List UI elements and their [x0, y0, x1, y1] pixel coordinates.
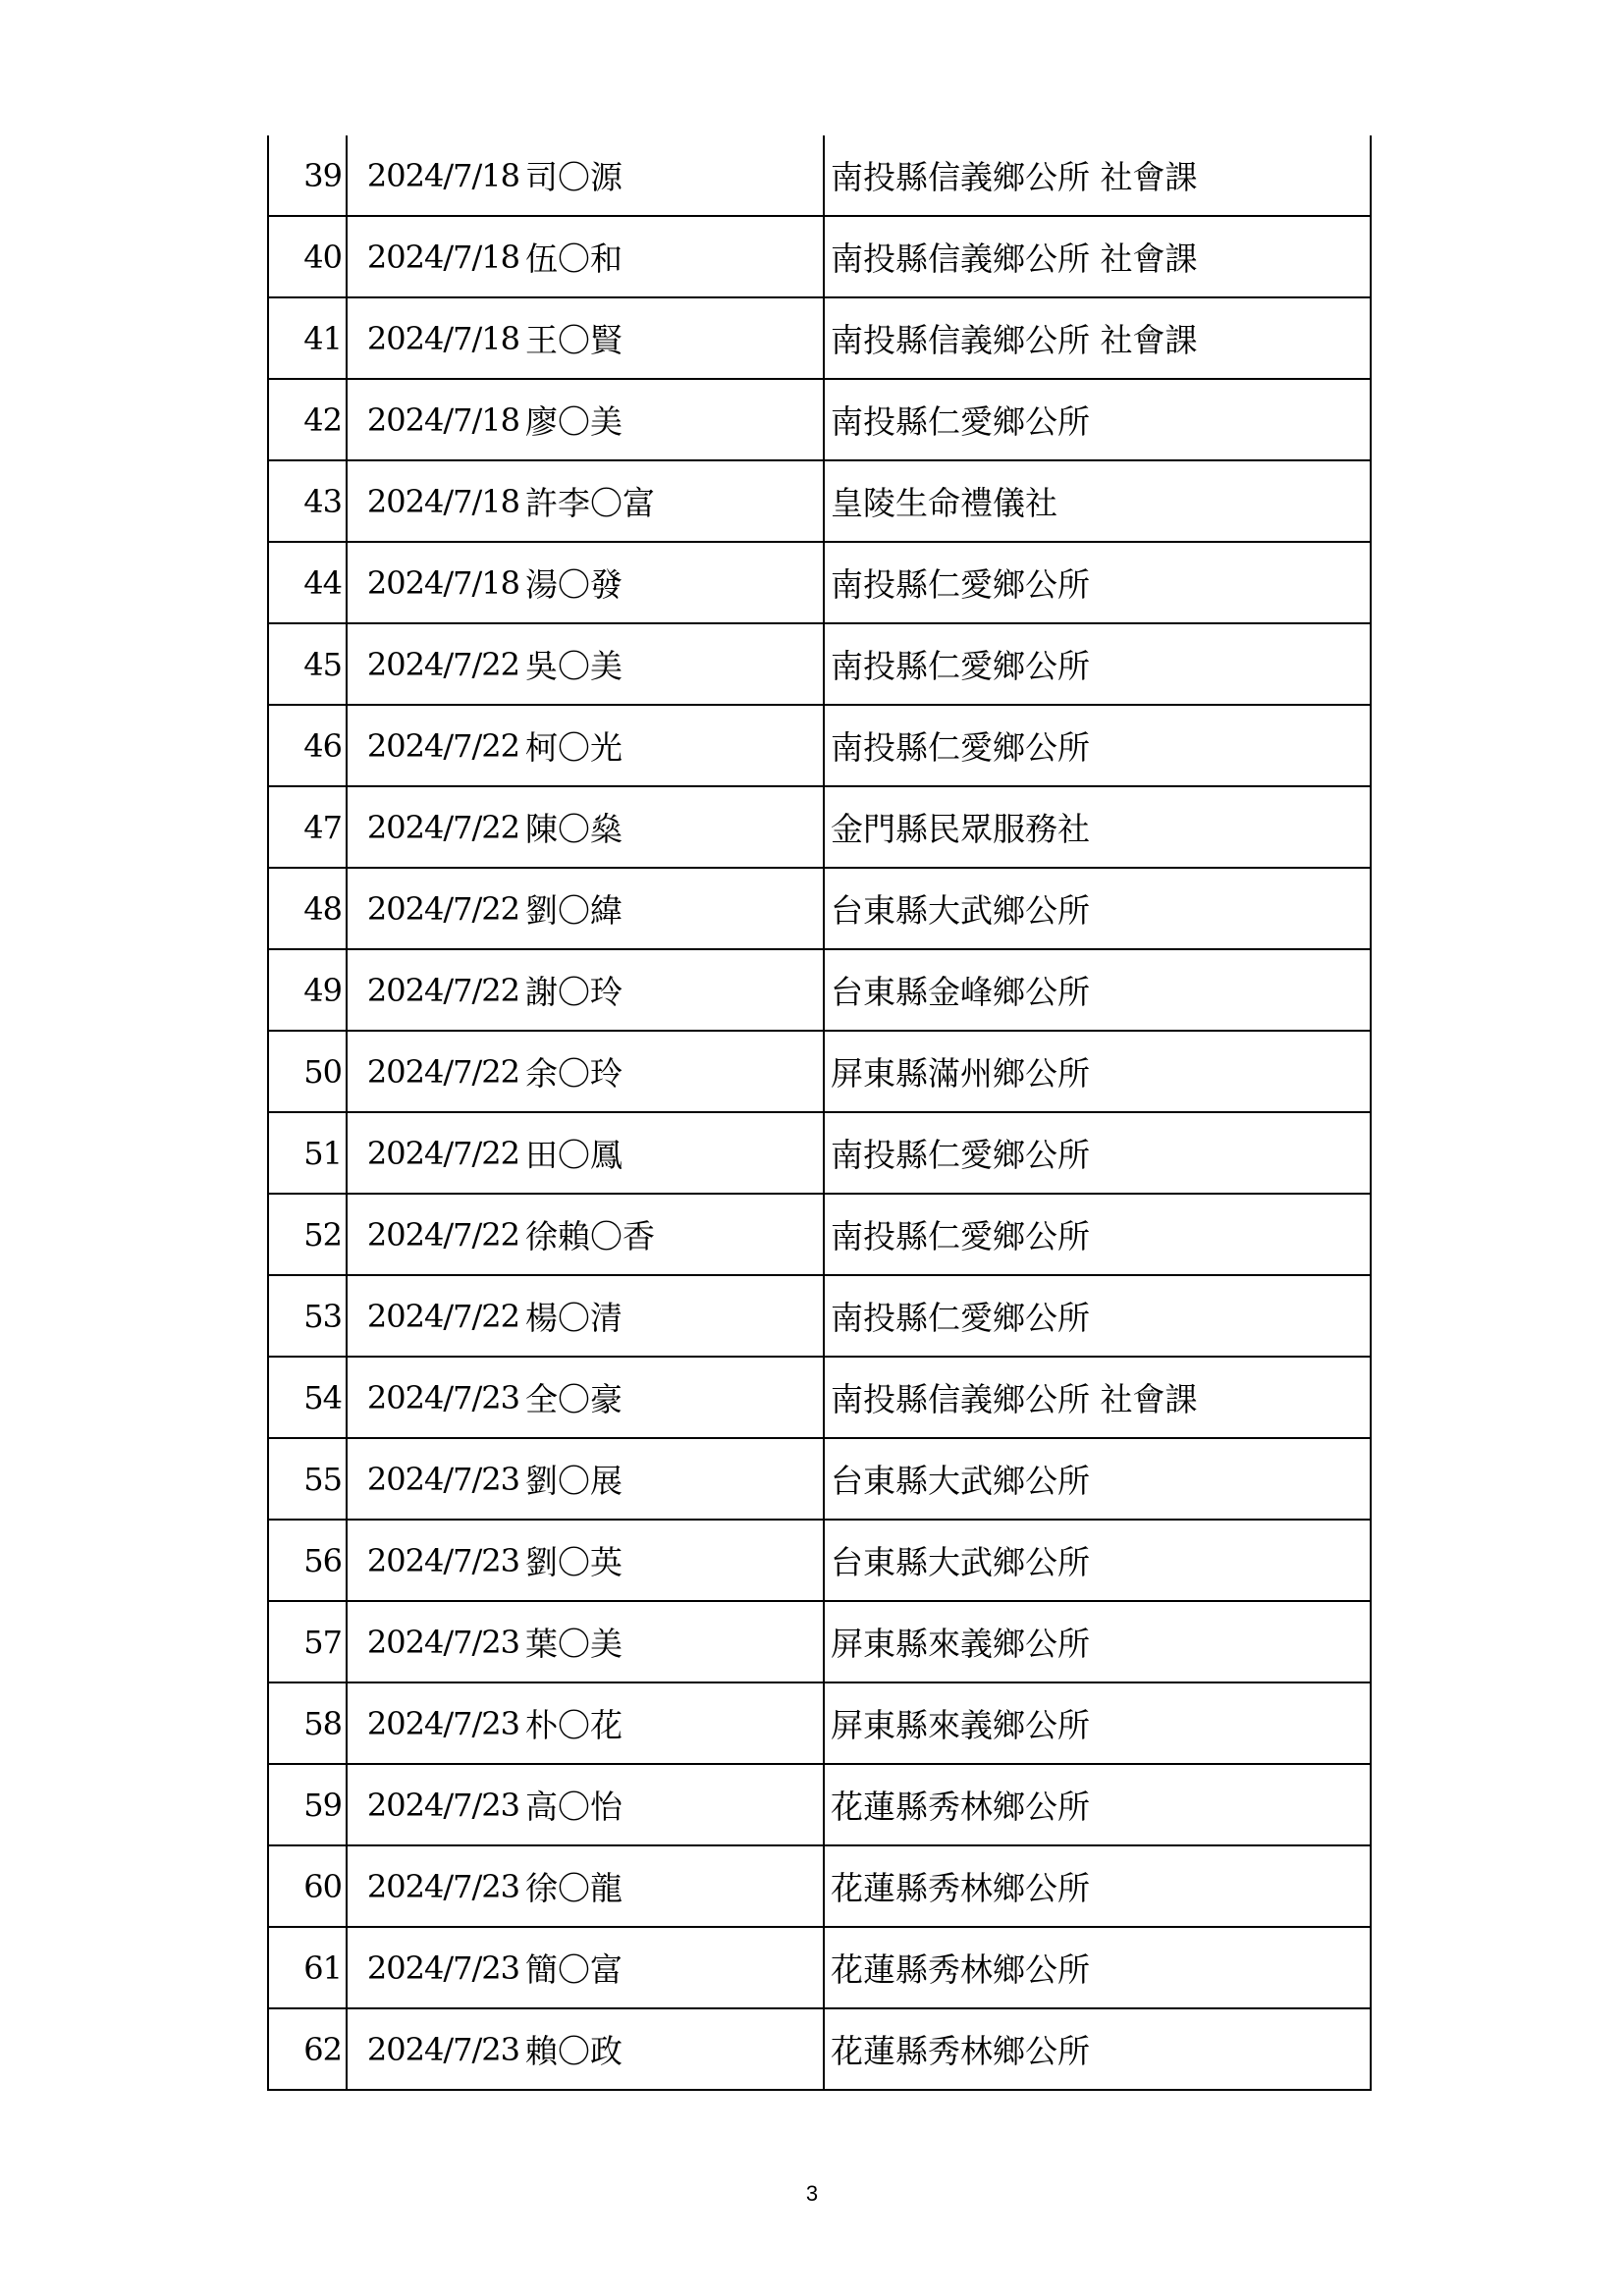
- table-row: [268, 1845, 1371, 1927]
- name-cell: 廖〇美: [521, 379, 824, 460]
- table-row: [268, 1031, 1371, 1112]
- name-cell: 劉〇緯: [521, 868, 824, 949]
- name-cell: 陳〇燊: [521, 786, 824, 868]
- table-row: [268, 542, 1371, 623]
- table-row: [268, 705, 1371, 786]
- name-cell: 賴〇政: [521, 2008, 824, 2090]
- row-number-cell: 46: [268, 705, 347, 786]
- name-cell: 徐〇龍: [521, 1845, 824, 1927]
- table-row: [268, 2008, 1371, 2090]
- organization-cell: 南投縣信義鄉公所 社會課: [824, 135, 1371, 216]
- table-row: [268, 460, 1371, 542]
- record-table: [267, 135, 1372, 2091]
- organization-cell: 花蓮縣秀林鄉公所: [824, 2008, 1371, 2090]
- table-row: [268, 1194, 1371, 1275]
- organization-cell: 台東縣金峰鄉公所: [824, 949, 1371, 1031]
- name-cell: 劉〇展: [521, 1438, 824, 1520]
- name-cell: 王〇賢: [521, 297, 824, 379]
- table-row: [268, 1112, 1371, 1194]
- row-number-cell: 61: [268, 1927, 347, 2008]
- organization-cell: 屏東縣來義鄉公所: [824, 1601, 1371, 1682]
- row-number-cell: 55: [268, 1438, 347, 1520]
- organization-cell: 南投縣仁愛鄉公所: [824, 1275, 1371, 1357]
- date-cell: 2024/7/22: [347, 1112, 521, 1194]
- name-cell: 楊〇清: [521, 1275, 824, 1357]
- record-table-body: [268, 135, 1371, 2090]
- date-cell: 2024/7/22: [347, 1031, 521, 1112]
- row-number-cell: 57: [268, 1601, 347, 1682]
- name-cell: 湯〇發: [521, 542, 824, 623]
- date-cell: 2024/7/22: [347, 705, 521, 786]
- table-row: [268, 297, 1371, 379]
- organization-cell: 花蓮縣秀林鄉公所: [824, 1764, 1371, 1845]
- table-row: [268, 1927, 1371, 2008]
- name-cell: 伍〇和: [521, 216, 824, 297]
- row-number-cell: 45: [268, 623, 347, 705]
- table-row: [268, 379, 1371, 460]
- row-number-cell: 49: [268, 949, 347, 1031]
- date-cell: 2024/7/23: [347, 1764, 521, 1845]
- table-row: [268, 1520, 1371, 1601]
- row-number-cell: 44: [268, 542, 347, 623]
- table-row: [268, 868, 1371, 949]
- name-cell: 朴〇花: [521, 1682, 824, 1764]
- row-number-cell: 47: [268, 786, 347, 868]
- row-number-cell: 42: [268, 379, 347, 460]
- organization-cell: 屏東縣滿州鄉公所: [824, 1031, 1371, 1112]
- table-row: [268, 1438, 1371, 1520]
- row-number-cell: 58: [268, 1682, 347, 1764]
- date-cell: 2024/7/23: [347, 1520, 521, 1601]
- row-number-cell: 51: [268, 1112, 347, 1194]
- name-cell: 余〇玲: [521, 1031, 824, 1112]
- date-cell: 2024/7/22: [347, 1194, 521, 1275]
- date-cell: 2024/7/22: [347, 868, 521, 949]
- organization-cell: 屏東縣來義鄉公所: [824, 1682, 1371, 1764]
- row-number-cell: 50: [268, 1031, 347, 1112]
- date-cell: 2024/7/22: [347, 1275, 521, 1357]
- name-cell: 簡〇富: [521, 1927, 824, 2008]
- row-number-cell: 52: [268, 1194, 347, 1275]
- row-number-cell: 53: [268, 1275, 347, 1357]
- date-cell: 2024/7/23: [347, 1357, 521, 1438]
- table-row: [268, 1275, 1371, 1357]
- date-cell: 2024/7/18: [347, 135, 521, 216]
- organization-cell: 金門縣民眾服務社: [824, 786, 1371, 868]
- name-cell: 司〇源: [521, 135, 824, 216]
- date-cell: 2024/7/22: [347, 786, 521, 868]
- row-number-cell: 43: [268, 460, 347, 542]
- table-row: [268, 1601, 1371, 1682]
- table-row: [268, 1357, 1371, 1438]
- row-number-cell: 39: [268, 135, 347, 216]
- organization-cell: 南投縣仁愛鄉公所: [824, 623, 1371, 705]
- organization-cell: 台東縣大武鄉公所: [824, 868, 1371, 949]
- name-cell: 徐賴〇香: [521, 1194, 824, 1275]
- table-row: [268, 1764, 1371, 1845]
- name-cell: 劉〇英: [521, 1520, 824, 1601]
- name-cell: 吳〇美: [521, 623, 824, 705]
- organization-cell: 南投縣仁愛鄉公所: [824, 1112, 1371, 1194]
- organization-cell: 南投縣仁愛鄉公所: [824, 542, 1371, 623]
- date-cell: 2024/7/22: [347, 949, 521, 1031]
- organization-cell: 南投縣信義鄉公所 社會課: [824, 216, 1371, 297]
- organization-cell: 皇陵生命禮儀社: [824, 460, 1371, 542]
- date-cell: 2024/7/23: [347, 1601, 521, 1682]
- date-cell: 2024/7/23: [347, 2008, 521, 2090]
- organization-cell: 台東縣大武鄉公所: [824, 1520, 1371, 1601]
- name-cell: 高〇怡: [521, 1764, 824, 1845]
- name-cell: 柯〇光: [521, 705, 824, 786]
- row-number-cell: 48: [268, 868, 347, 949]
- date-cell: 2024/7/23: [347, 1682, 521, 1764]
- date-cell: 2024/7/23: [347, 1927, 521, 2008]
- table-row: [268, 135, 1371, 216]
- organization-cell: 南投縣信義鄉公所 社會課: [824, 1357, 1371, 1438]
- name-cell: 田〇鳳: [521, 1112, 824, 1194]
- page-number: 3: [805, 2181, 819, 2206]
- table-row: [268, 623, 1371, 705]
- table-row: [268, 216, 1371, 297]
- date-cell: 2024/7/23: [347, 1438, 521, 1520]
- row-number-cell: 56: [268, 1520, 347, 1601]
- date-cell: 2024/7/22: [347, 623, 521, 705]
- date-cell: 2024/7/18: [347, 460, 521, 542]
- row-number-cell: 54: [268, 1357, 347, 1438]
- name-cell: 全〇豪: [521, 1357, 824, 1438]
- row-number-cell: 40: [268, 216, 347, 297]
- organization-cell: 花蓮縣秀林鄉公所: [824, 1845, 1371, 1927]
- organization-cell: 南投縣仁愛鄉公所: [824, 379, 1371, 460]
- organization-cell: 台東縣大武鄉公所: [824, 1438, 1371, 1520]
- organization-cell: 南投縣信義鄉公所 社會課: [824, 297, 1371, 379]
- date-cell: 2024/7/18: [347, 297, 521, 379]
- table-row: [268, 1682, 1371, 1764]
- row-number-cell: 60: [268, 1845, 347, 1927]
- organization-cell: 花蓮縣秀林鄉公所: [824, 1927, 1371, 2008]
- table-row: [268, 786, 1371, 868]
- row-number-cell: 62: [268, 2008, 347, 2090]
- row-number-cell: 41: [268, 297, 347, 379]
- table-row: [268, 949, 1371, 1031]
- organization-cell: 南投縣仁愛鄉公所: [824, 1194, 1371, 1275]
- row-number-cell: 59: [268, 1764, 347, 1845]
- date-cell: 2024/7/18: [347, 379, 521, 460]
- date-cell: 2024/7/23: [347, 1845, 521, 1927]
- name-cell: 許李〇富: [521, 460, 824, 542]
- name-cell: 葉〇美: [521, 1601, 824, 1682]
- name-cell: 謝〇玲: [521, 949, 824, 1031]
- organization-cell: 南投縣仁愛鄉公所: [824, 705, 1371, 786]
- date-cell: 2024/7/18: [347, 542, 521, 623]
- date-cell: 2024/7/18: [347, 216, 521, 297]
